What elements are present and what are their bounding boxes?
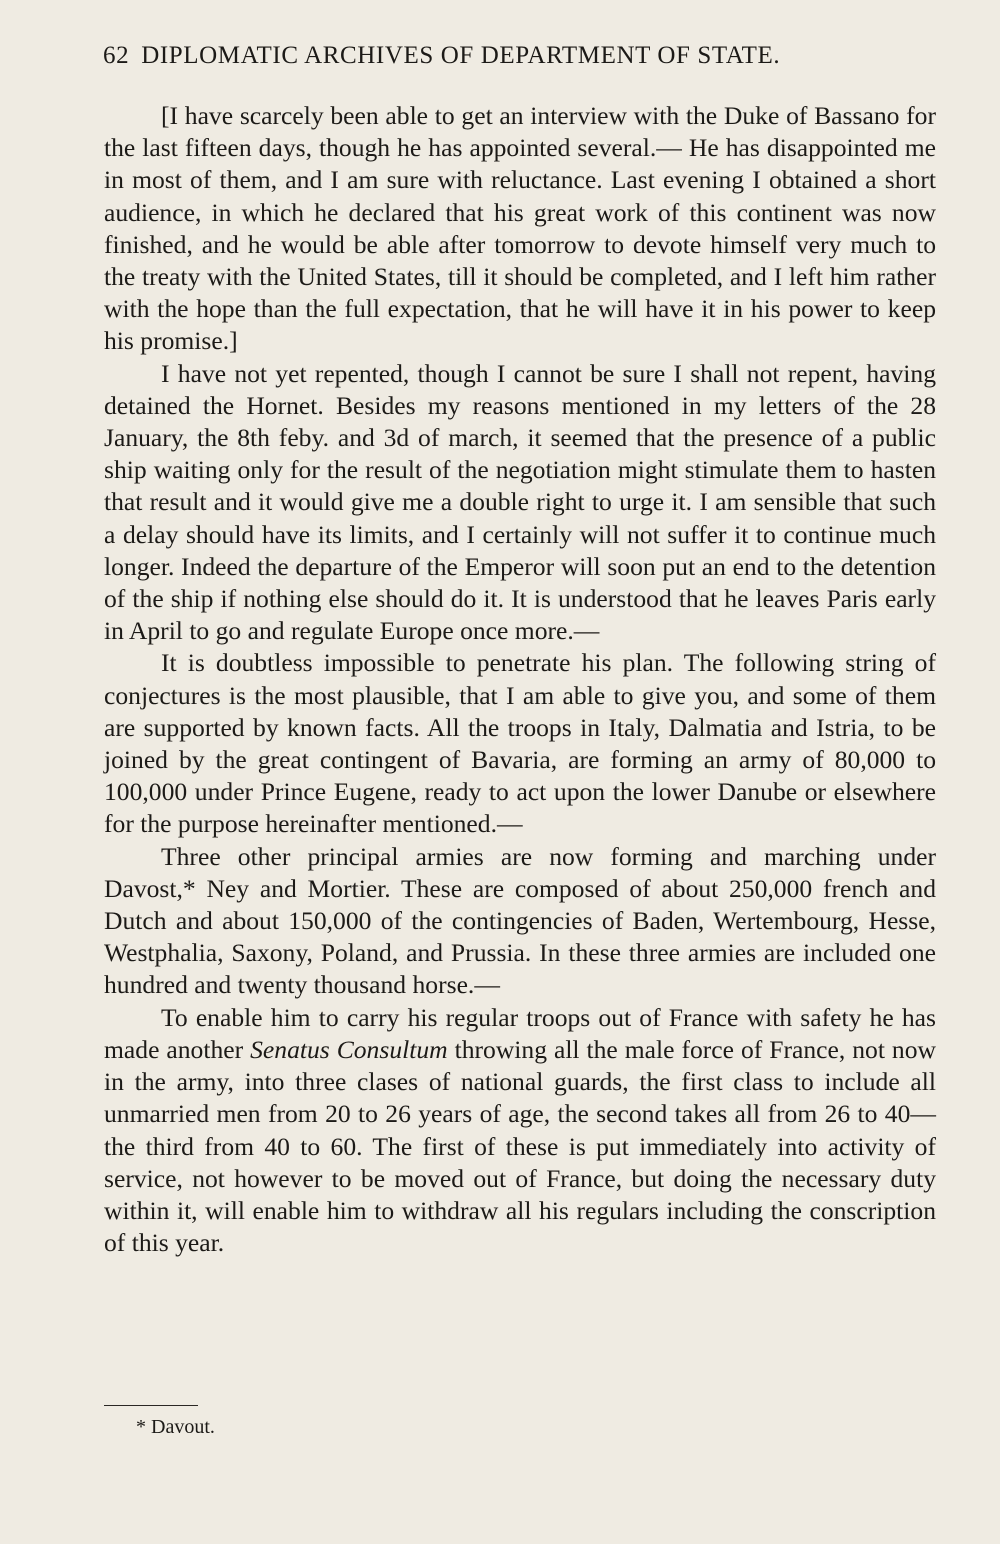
running-head	[103, 42, 903, 70]
paragraph-armies: Three other principal armies are now forming and marching under Davost,* Ney and Mortier. These are composed of about 250,000 french and Dutch and about 150,000 of the contingencies of Baden, Wertembourg, Hesse, Westphalia, Saxony, Poland, and Prussia. In these three armies are included one hundred and twenty thousand horse.—	[104, 841, 936, 1000]
paragraph-bracketed-note: [I have scarcely been able to get an interview with the Duke of Bassano for the last fifteen days, though he has appointed several.— He has disappointed me in most of them, and I am sure with reluctance. Last evening I obtained a short audience, in which he declared that his great work of this continent was now finished, and he would be able after tomorrow to devote himself very much to the treaty with the United States, till it should be completed, and I left him rather with the hope than the full expectation, that he will have it in his power to keep his promise.]	[104, 101, 936, 356]
running-title: DIPLOMATIC ARCHIVES OF DEPARTMENT OF STATE.	[141, 42, 781, 69]
body-text	[104, 100, 936, 1259]
paragraph-text-after: throwing all the male force of France, not now in the army, into three clases of national guards, the first class to include all unmarried men from 20 to 26 years of age, the second takes all from 26 to 40—the third from 40 to 60. The first of these is put immediately into activity of service, not however to be moved out of France, but doing the necessary duty within it, will enable him to withdraw all his regulars including the conscription of this year.	[104, 1034, 936, 1258]
paragraph-conjectures: It is doubtless impossible to penetrate his plan. The following string of conjectures is the most plausible, that I am able to give you, and some of them are supported by known facts. All the troops in Italy, Dalmatia and Istria, to be joined by the great contingent of Bavaria, are forming an army of 80,000 to 100,000 under Prince Eugene, ready to act upon the lower Danube or elsewhere for the purpose hereinafter mentioned.—	[104, 648, 936, 839]
paragraph-text-before: To enable him to carry his regular troops out of France with safety he has made another	[104, 1002, 936, 1064]
paragraph-hornet: I have not yet repented, though I cannot be sure I shall not repent, having detained the Hornet. Besides my reasons mentioned in my letters of the 28 January, the 8th feby. and 3d of march, it seemed that the presence of a public ship waiting only for the result of the negotiation might stimulate them to hasten that result and it would give me a double right to urge it. I am sensible that such a delay should have its limits, and I certainly will not suffer it to continue much longer. Indeed the departure of the Emperor will soon put an end to the detention of the ship if nothing else should do it. It is understood that he leaves Paris early in April to go and regulate Europe once more.—	[104, 358, 936, 646]
italic-term: Senatus Consultum	[250, 1034, 448, 1064]
page-number: 62	[103, 42, 130, 69]
footnote-rule	[104, 1405, 198, 1406]
footnote: * Davout.	[136, 1416, 215, 1438]
paragraph-senatus-consultum	[104, 1002, 936, 1260]
